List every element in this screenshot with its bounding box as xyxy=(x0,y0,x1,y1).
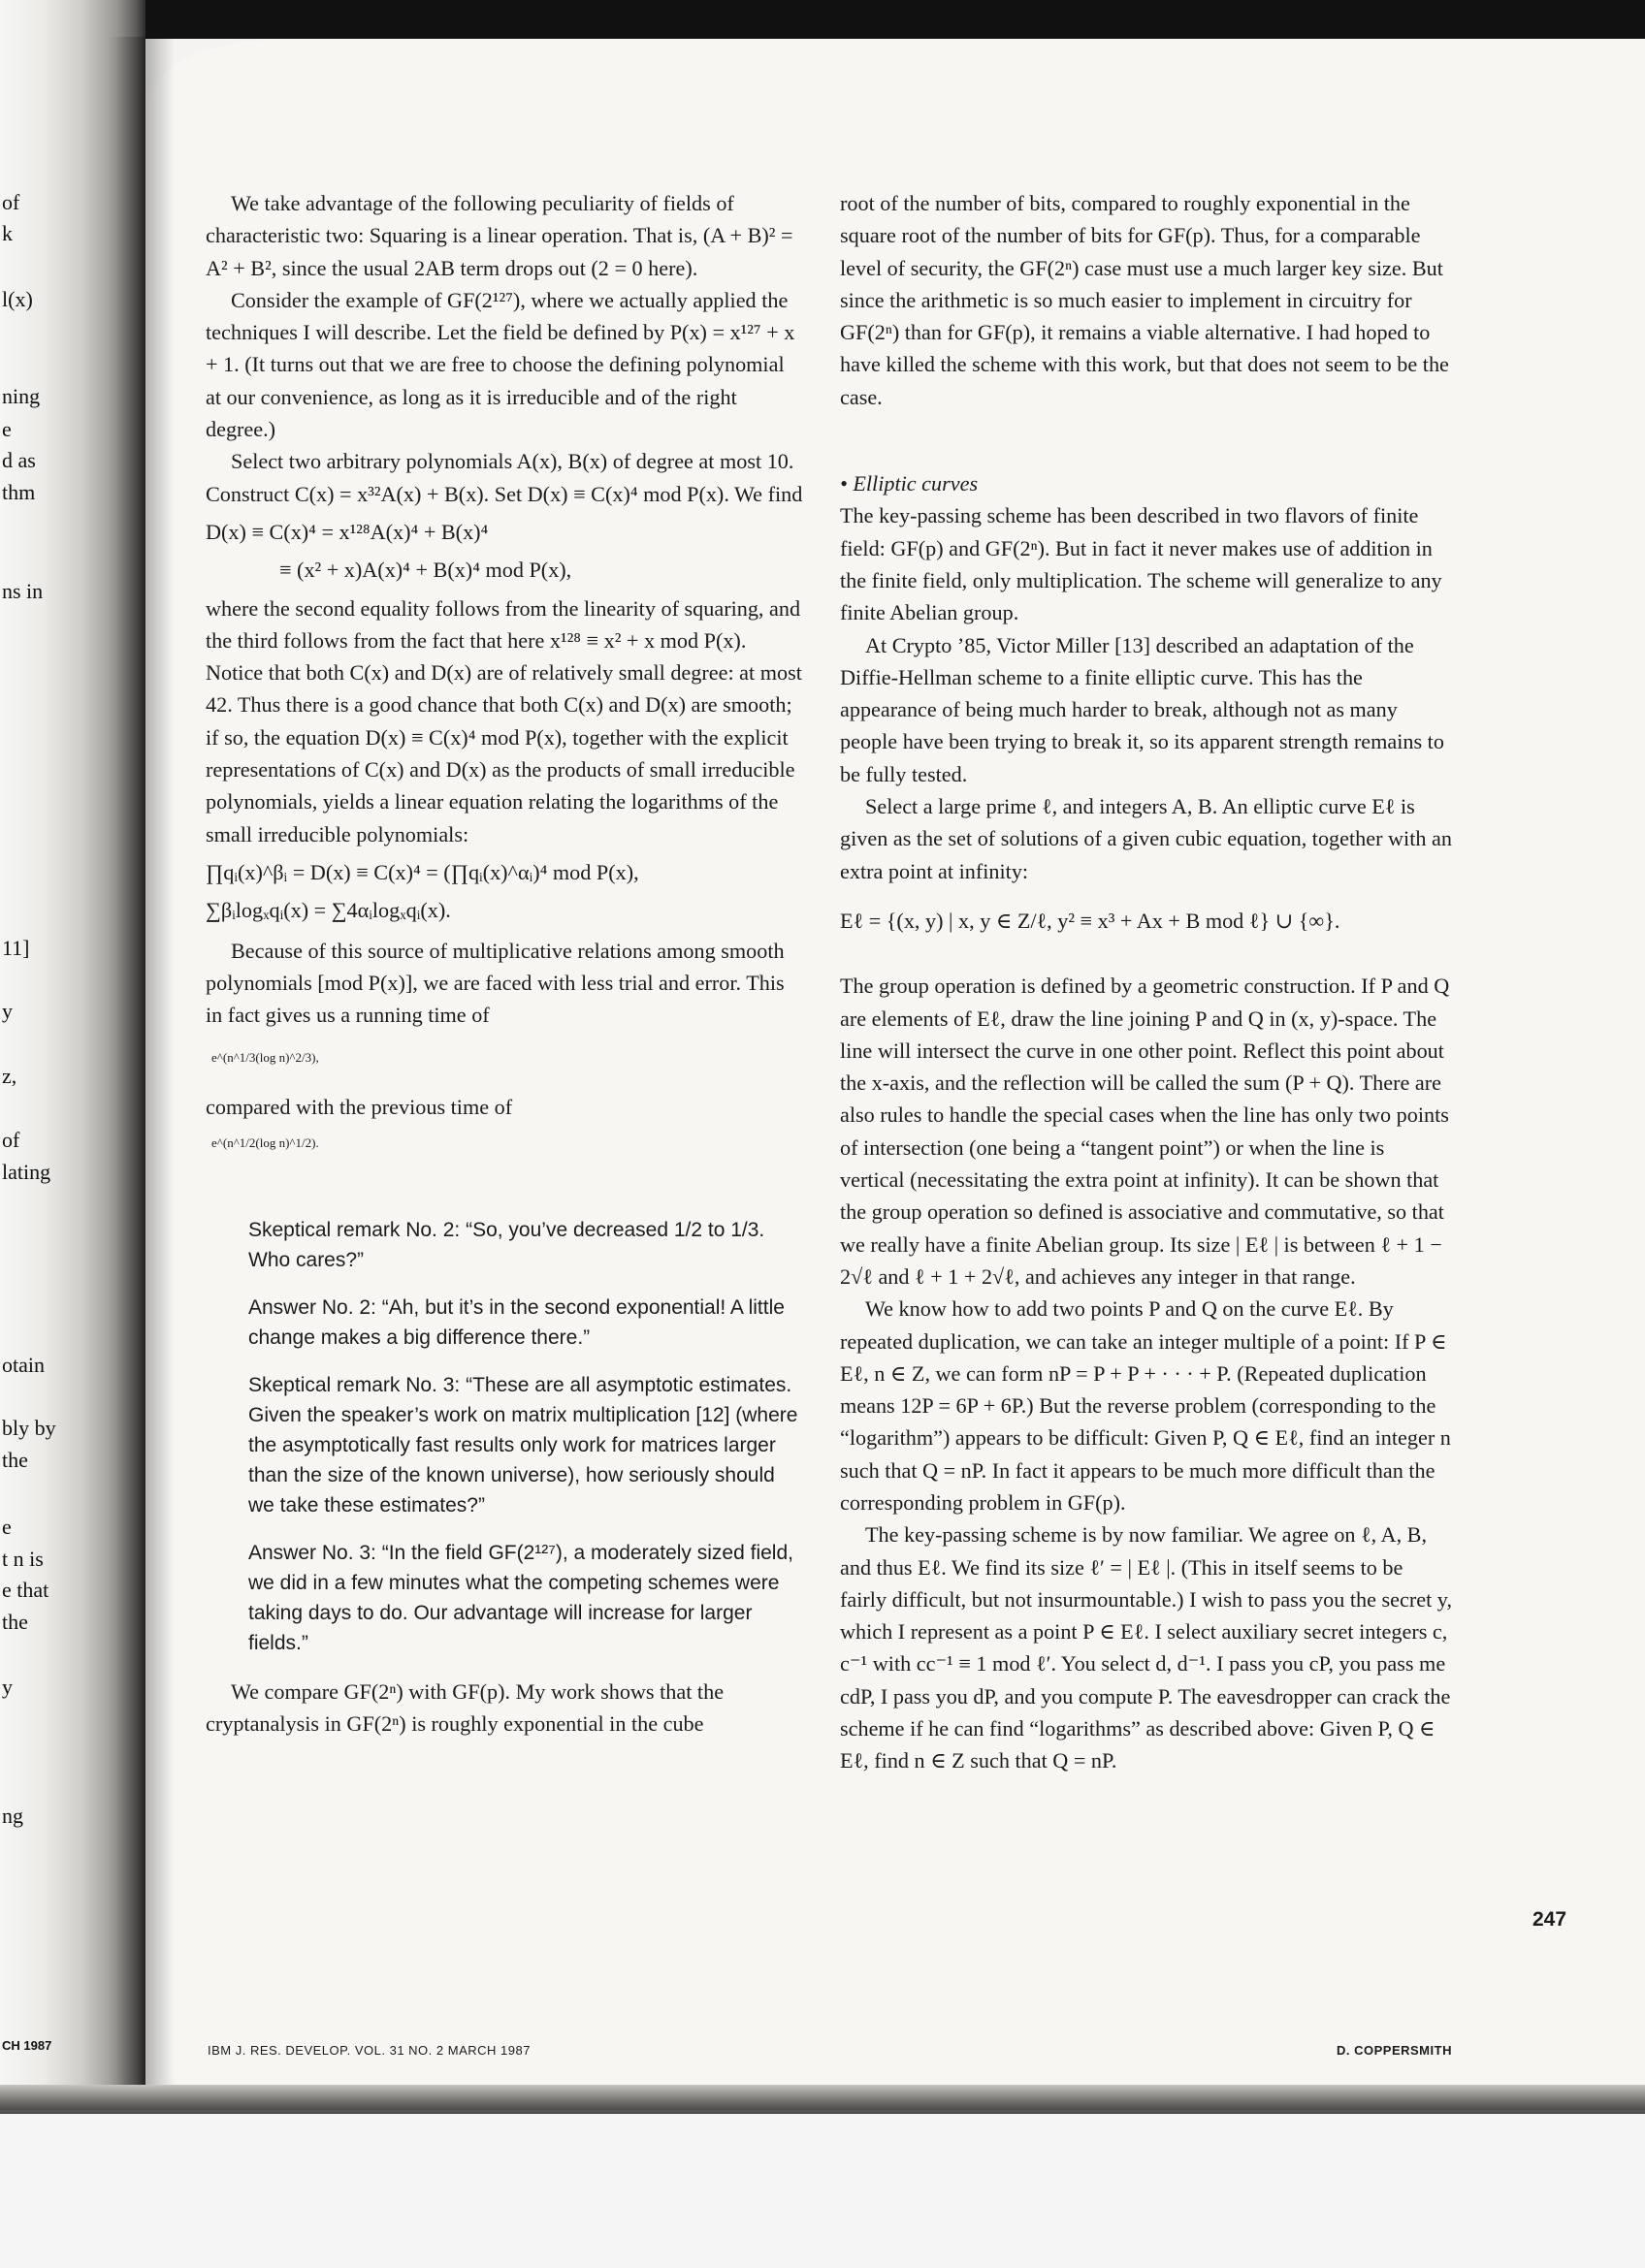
margin-fragment: lating xyxy=(2,1160,51,1184)
margin-fragment: d as xyxy=(2,448,36,472)
margin-fragment: t n is xyxy=(2,1547,44,1571)
paragraph: Consider the example of GF(2¹²⁷), where we actually applied the techniques I will describe. Let the field be defined by P(x) = x¹²⁷ + x + 1. (It turns out that we are free to choose the defining polynomial at our convenience, as long as it is irreducible and of the right degree.) xyxy=(206,287,795,442)
margin-fragment: of xyxy=(2,190,20,214)
skeptical-remark: Skeptical remark No. 3: “These are all asymptotic estimates. Given the speaker’s work on matrix multiplication [12] (where the asymptotically fast results only work for matrices larger than the size of the known universe), how seriously should we take these estimates?” xyxy=(248,1373,798,1517)
margin-fragment: e that xyxy=(2,1578,49,1602)
equation: ∑βᵢlogₓqᵢ(x) = ∑4αᵢlogₓqᵢ(x). xyxy=(206,898,451,923)
margin-fragment: the xyxy=(2,1610,28,1634)
right-column xyxy=(840,187,1453,1777)
scanner-bed xyxy=(0,2114,1645,2268)
margin-fragment: z, xyxy=(2,1064,17,1088)
left-column xyxy=(206,187,805,1740)
exponent-expression: e^(n^1/3(log n)^2/3), xyxy=(211,1050,319,1066)
paragraph: where the second equality follows from the linearity of squaring, and the third follows from the fact that here x¹²⁸ ≡ x² + x mod P(x). Notice that both C(x) and D(x) are of relatively small degree: at most 42. Thus there is a good chance that both C(x) and D(x) are smooth; if so, the equation D(x) ≡ C(x)⁴ mod P(x), together with the explicit representations of C(x) and D(x) as the products of small irreducible polynomials, yields a linear equation relating the logarithms of the small irreducible polynomials: xyxy=(206,595,802,847)
paragraph: We compare GF(2ⁿ) with GF(p). My work shows that the cryptanalysis in GF(2ⁿ) is roughly exponential in the cube xyxy=(206,1678,725,1737)
scan-top-shadow xyxy=(0,0,1645,39)
section-heading: • Elliptic curves xyxy=(840,471,979,496)
equation: ∏qᵢ(x)^βᵢ = D(x) ≡ C(x)⁴ = (∏qᵢ(x)^αᵢ)⁴ mod P(x), xyxy=(206,859,639,884)
paragraph: We know how to add two points P and Q on the curve Eℓ. By repeated duplication, we can take an integer multiple of a point: If P ∈ Eℓ, n ∈ Z, we can form nP = P + P + · · · + P. (Repeated duplication means 12P = 6P + 6P.) But the reverse problem (corresponding to the “logarithm”) appears to be difficult: Given P, Q ∈ Eℓ, find an integer n such that Q = nP. In fact it appears to be much more difficult than the corresponding problem in GF(p). xyxy=(840,1296,1451,1515)
answer: Answer No. 2: “Ah, but it’s in the second exponential! A little change makes a big difference there.” xyxy=(248,1295,785,1349)
margin-fragment: otain xyxy=(2,1353,45,1377)
paragraph: root of the number of bits, compared to roughly exponential in the square root of the number of bits for GF(p). Thus, for a comparable level of security, the GF(2ⁿ) case must use a much larger key size. But since the arithmetic is so much easier to implement in circuitry for GF(2ⁿ) than for GF(p), it remains a viable alternative. I had hoped to have killed the scheme with this work, but that does not seem to be the case. xyxy=(840,191,1449,409)
paragraph: At Crypto ’85, Victor Miller [13] described an adaptation of the Diffie-Hellman scheme to a finite elliptic curve. This has the appearance of being much harder to break, although not as many people have been trying to break it, so its apparent strength remains to be fully tested. xyxy=(840,632,1444,786)
scan-edge-line xyxy=(0,2110,1645,2113)
equation: D(x) ≡ C(x)⁴ = x¹²⁸A(x)⁴ + B(x)⁴ xyxy=(206,519,489,544)
paragraph: Select a large prime ℓ, and integers A, B. An elliptic curve Eℓ is given as the set of solutions of a given cubic equation, together with an extra point at infinity: xyxy=(840,794,1452,883)
margin-fragment: bly by xyxy=(2,1416,56,1440)
equation: Eℓ = {(x, y) | x, y ∈ Z/ℓ, y² ≡ x³ + Ax + B mod ℓ} ∪ {∞}. xyxy=(840,908,1340,933)
margin-fragment: k xyxy=(2,221,13,245)
margin-fragment: of xyxy=(2,1128,20,1152)
exponent-expression: e^(n^1/2(log n)^1/2). xyxy=(211,1134,319,1150)
margin-fragment: ning xyxy=(2,384,41,408)
margin-fragment: e xyxy=(2,417,12,441)
paragraph: We take advantage of the following peculiarity of fields of characteristic two: Squaring is a linear operation. That is, (A + B)² = A² + B², since the usual 2AB term drops out (2 = 0 here). xyxy=(206,191,793,280)
margin-fragment: CH 1987 xyxy=(2,2038,52,2053)
answer: Answer No. 3: “In the field GF(2¹²⁷), a moderately sized field, we did in a few minutes what the competing schemes were taking days to do. Our advantage will increase for larger fields.” xyxy=(248,1541,793,1654)
paragraph: Because of this source of multiplicative relations among smooth polynomials [mod P(x)], we are faced with less trial and error. This in fact gives us a running time of xyxy=(206,938,785,1028)
paragraph: Select two arbitrary polynomials A(x), B(x) of degree at most 10. Construct C(x) = x³²A(x) + B(x). Set D(x) ≡ C(x)⁴ mod P(x). We find xyxy=(206,449,803,506)
margin-fragment: y xyxy=(2,999,13,1023)
margin-fragment: e xyxy=(2,1515,12,1539)
margin-fragment: ng xyxy=(2,1804,23,1828)
margin-fragment: 11] xyxy=(2,936,30,960)
margin-fragment: l(x) xyxy=(2,287,33,311)
page-number: 247 xyxy=(1532,1908,1567,1931)
margin-fragment: y xyxy=(2,1675,13,1699)
paragraph: The key-passing scheme has been described in two flavors of finite field: GF(p) and GF(2ⁿ). But in fact it never makes use of addition in the finite field, only multiplication. The scheme will generalize to any finite Abelian group. xyxy=(840,503,1442,625)
footer-author: D. COPPERSMITH xyxy=(1337,2043,1452,2058)
paragraph: The group operation is defined by a geometric construction. If P and Q are elements of Eℓ, draw the line joining P and Q in (x, y)-space. The line will intersect the curve in one other point. Reflect this point about the x-axis, and the reflection will be called the sum (P + Q). There are also rules to handle the special cases when the line has only two points of intersection (one being a “tangent point”) or when the line is vertical (necessitating the extra point at infinity). It can be shown that the group operation so defined is associative and commutative, so that we really have a finite Abelian group. Its size | Eℓ | is between ℓ + 1 − 2√ℓ and ℓ + 1 + 2√ℓ, and achieves any integer in that range. xyxy=(840,974,1450,1289)
page-binding-shadow xyxy=(107,37,175,2122)
paragraph: The key-passing scheme is by now familiar. We agree on ℓ, A, B, and thus Eℓ. We find its size ℓ′ = | Eℓ |. (This in itself seems to be fairly difficult, but not insurmountable.) I wish to pass you the secret y, which I represent as a point P ∈ Eℓ. I select auxiliary secret integers c, c⁻¹ with cc⁻¹ ≡ 1 mod ℓ′. You select d, d⁻¹. I pass you cP, you pass me cdP, I pass you dP, and you compute P. The eavesdropper can crack the scheme if he can find “logarithms” as described above: Given P, Q ∈ Eℓ, find n ∈ Z such that Q = nP. xyxy=(840,1522,1452,1773)
paragraph: compared with the previous time of xyxy=(206,1095,513,1120)
margin-fragment: thm xyxy=(2,480,36,504)
skeptical-remark: Skeptical remark No. 2: “So, you’ve decreased 1/2 to 1/3. Who cares?” xyxy=(248,1218,765,1271)
remarks-block xyxy=(248,1215,805,1658)
margin-fragment: the xyxy=(2,1448,28,1472)
footer-journal: IBM J. RES. DEVELOP. VOL. 31 NO. 2 MARCH 1987 xyxy=(208,2043,531,2058)
equation: ≡ (x² + x)A(x)⁴ + B(x)⁴ mod P(x), xyxy=(279,558,572,583)
margin-fragment: ns in xyxy=(2,579,44,603)
